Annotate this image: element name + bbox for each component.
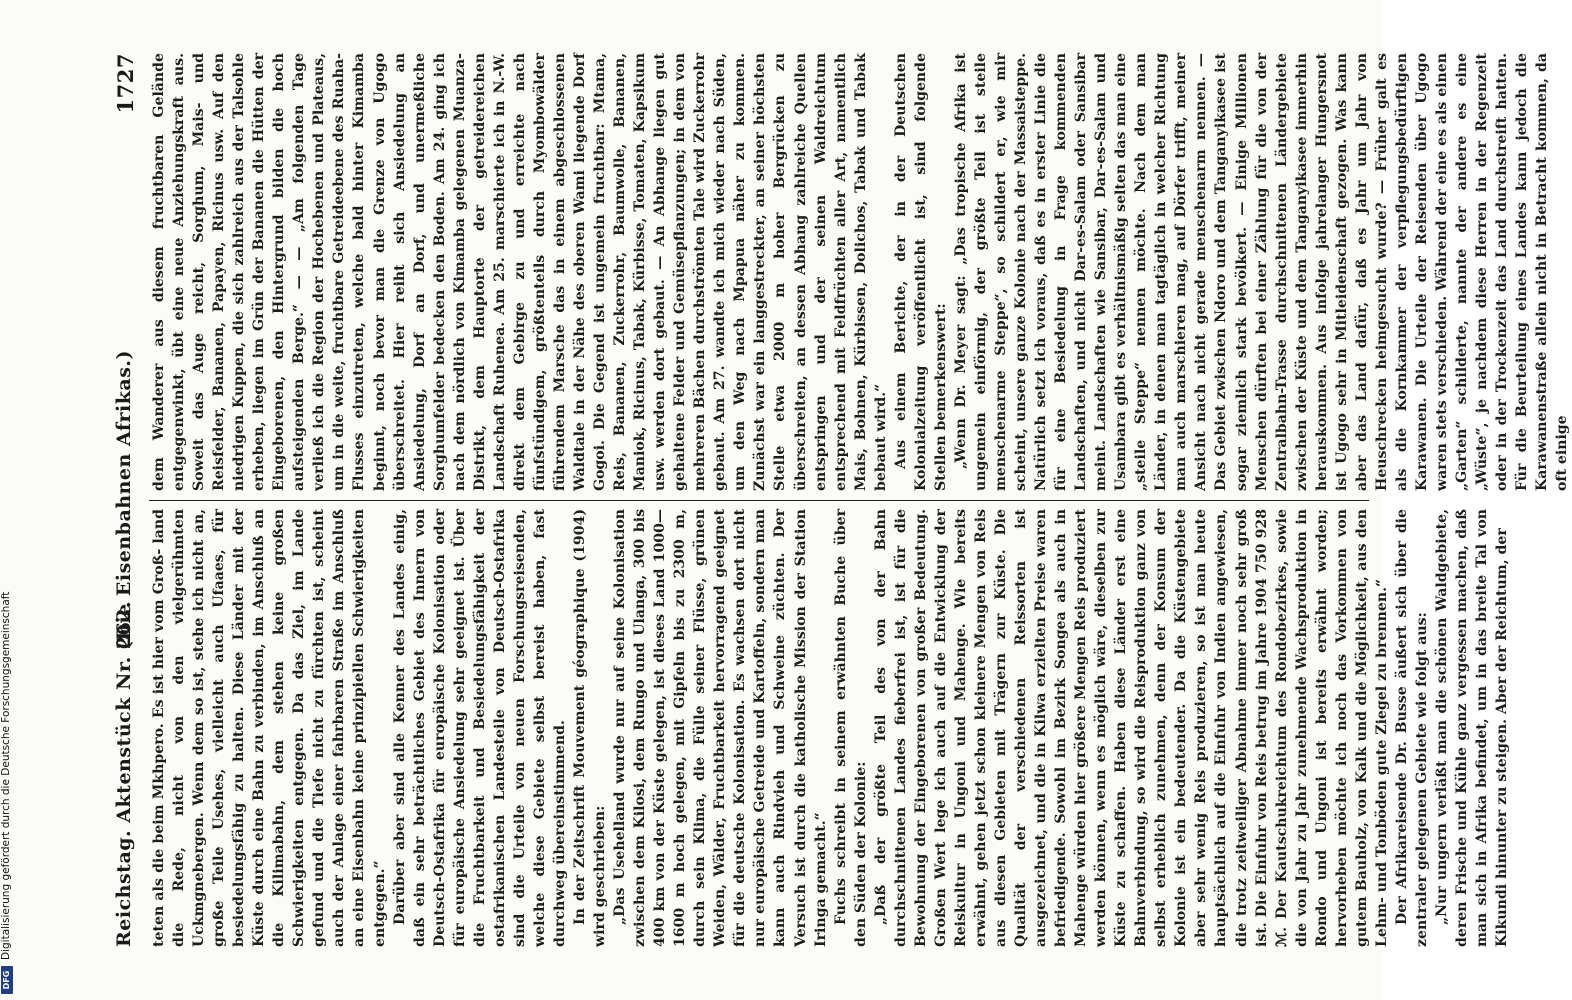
page-number: 1727 xyxy=(113,53,138,114)
paragraph: teten als die beim Mkhpero. Es ist hier vom Groß- land die Rede, nicht von den vielgerühmten Uckmgnebergen. Wenn dem so ist, stehe ich nicht an, große Teile Usehes, vielleicht auch Ufaaes, für besiedelungsfähig zu halten. Diese Länder mit der Küste durch eine Bahn zu verbinden, im Anschluß an die Kilimabahn, dem stehen keine großen Schwierigkeiten entgegen. Da das Ziel, im Lande gefund und die Tiefe nicht zu fürchten ist, scheint auch der Anlage einer fahrbaren Straße im Anschluß an eine Eisenbahn keine prinzipiellen Schwierigkeiten entgegen.“ xyxy=(151,509,388,947)
column-divider xyxy=(149,500,1369,501)
paragraph: In der Zeitschrift Mouvement géographique (1904) wird geschrieben: xyxy=(571,509,609,947)
paragraph: dem Wanderer aus diesem fruchtbaren Gelände entgegenwinkt, übt eine neue Anziehungskraft aus. Soweit das Auge reicht, Sorghum, Mais- und Reisfelder, Bananen, Papayen, Ricinus usw. Auf den niedrigen Kuppen, die sich zahlreich aus der Talsohle erheben, liegen im Grün der Bananen die Hütten der Eingeborenen, den Hintergrund bilden die hoch aufsteigenden Berge.“ — — „Am folgenden Tage verließ ich die Region der Hochebenen und Plateaus, um in die weite, fruchtbare Getreideebene des Ruaha-Flusses einzutreten, welche bald hinter Kimamba beginnt, noch bevor man die Grenze von Ugogo überschreitet. Hier reiht sich Ansiedelung an Ansiedelung, Dorf an Dorf, und unermeßliche Sorghumfelder bedecken den Boden. Am 24. ging ich nach dem nördlich von Kimamba gelegenen Muanza-Distrikt, dem Hauptorte der getreidereichen Landschaft Ruhenea. Am 25. marschierte ich in N.-W. direkt dem Gebirge zu und erreichte nach fünfstündigem, größtenteils durch Myombowälder führendem Marsche das in einem abgeschlossenen Waldtale in der Nähe des oberen Wami liegende Dorf Gogoi. Die Gegend ist ungemein fruchtbar: Mtama, Reis, Bananen, Zuckerrohr, Baumwolle, Bananen, Maniok, Ricinus, Tabak, Kürbisse, Tomaten, Kapsikum usw. werden dort gebaut. — An Abhange liegen gut gehaltene Felder und Gemüsepflanzungen; in dem von mehreren Bächen durchströmten Tale wird Zuckerrohr gebaut. Am 27. wandte ich mich wieder nach Süden, um den Weg nach Mpapua näher zu kommen. Zunächst war ein langgestreckter, an seiner höchsten Stelle etwa 2000 m hoher Bergrücken zu überschreiten, an dessen Abhang zahlreiche Quellen entspringen und der seinen Waldreichtum entsprechend mit Feldfrüchten aller Art, namentlich Mais, Bohnen, Kürbissen, Dolichos, Tabak und Tabak bebaut wird.“ xyxy=(151,53,889,491)
page-header xyxy=(113,53,143,947)
right-column xyxy=(149,52,1571,491)
paragraph: „Wenn Dr. Meyer sagt: „Das tropische Afrika ist ungemein einförmig, der größte Teil ist steile menschenarme Steppe“, so schildert er, wie mir scheint, unsere ganze Kolonie nach der Massaisteppe. Natürlich setzt ich voraus, daß es in erster Linie die für eine Besiedelung in Frage kommenden Landschaften, und nicht Dar-es-Salam oder Sansibar meint. Landschaften wie Sansibar, Dar-es-Salam und Usambara gibt es verhältnismäßig selten das man eine „steile Steppe“ nennen möchte. Nach dem man Länder, in denen man tagtäglich in welcher Richtung man auch marschieren mag, auf Dörfer trifft, meiner Ansicht nach nicht gerade menschenarm nennen. — Das Gebiet zwischen Ndoro und dem Tanganyikasee ist sogar ziemlich stark bevölkert. — Einige Millionen Menschen dürften bei einer Zählung für die von der Zentralbahn-Trasse durchschnittenen Ländergebiete zwischen der Küste und dem Tanganyikasee immerhin herauskommen. Aus infolge jahrelanger Hungersnot ist Ugogo sehr in Mitleidenschaft gezogen. Was kann aber das Land dafür, daß es Jahr um Jahr von Heuschrecken heimgesucht wurde? — Früher galt es als die Kornkammer der verpflegungsbedürftigen Karawanen. Die Urteile der Reisenden über Ugogo waren stets verschieden. Während der eine es als einen „Garten“ schilderte, nannte der andere es eine „Wüste“, je nachdem diese Herren in der Regenzeit oder in der Trockenzeit das Land durchstreift hatten. Für die Beurteilung eines Landes kann jedoch die Karawanenstraße allein nicht in Betracht kommen, da oft einige xyxy=(952,52,1571,491)
dfg-logo-text: DFG xyxy=(2,970,11,990)
rotated-page xyxy=(105,35,1571,965)
dfg-logo xyxy=(1,966,13,994)
header-center-title: (Die Eisenbahnen Afrikas.) xyxy=(113,350,135,651)
paragraph: „Daß der größte Teil des von der Bahn durchschnittenen Landes fieberfrei ist, ist für die Bewohnung der Eingeborenen von großer Bedeutung. Großen Wert lege ich auch auf die Entwicklung der Reiskultur in Ungoni und Mahenge. Wie bereits erwähnt, gehen jetzt schon kleinere Mengen von Reis aus diesen Gebieten mit Trägern zur Küste. Die Qualität der verschiedenen Reissorten ist ausgezeichnet, und die in Kilwa erzielten Preise waren befriedigende. Sowohl im Bezirk Songea als auch in Mahenge würden hier größere Mengen Reis produziert werden können, wenn es möglich wäre, dieselben zur Küste zu schaffen. Haben diese Länder erst eine Bahnverbindung, so wird die Reisproduktion ganz von selbst erheblich zunehmen, denn der Konsum der Kolonie ist ein bedeutender. Da die Küstengebiete aber sehr wenig Reis produzieren, so ist man heute hauptsächlich auf die Einfuhr von Indien angewiesen, die trotz zeitweiliger Abnahme immer noch sehr groß ist. Die Einfuhr von Reis betrug im Jahre 1904 750 928 ℳ. Der Kautschukreichtum des Rondobezirkes, sowie die von Jahr zu Jahr zunehmende Wachsproduktion in Rondo und Ungoni ist bereits erwähnt worden; hervorheben möchte ich noch das Vorkommen von gutem Bauholz, von Kalk und die Möglichkeit, aus den Lehm- und Tonböden gute Ziegel zu brennen.“ xyxy=(872,509,1390,947)
paragraph: Aus einem Berichte, der in der Deutschen Kolonialzeitung veröffentlicht ist, sind folgende Stellen bemerkenswert: xyxy=(892,53,949,491)
digitization-strip xyxy=(0,0,14,1000)
left-column xyxy=(149,509,1511,947)
paragraph: Fuchs schreibt in seinem erwähnten Buche über den Süden der Kolonie: xyxy=(832,509,869,947)
paragraph: Der Afrikareisende Dr. Busse äußert sich über die zentraler gelegenen Gebiete wie folgt aus: xyxy=(1393,509,1430,947)
paragraph: „Nur ungern verläßt man die schönen Waldgebiete, deren Frische und Kühle ganz vergessen machen, daß man sich in Afrika befindet, um in das breite Tal von Kikundi hinunter zu steigen. Aber der Reichtum, der xyxy=(1434,509,1511,947)
header-left-title: Reichstag. Aktenstück Nr. 262. xyxy=(113,600,135,947)
digitization-credit: Digitalisierung gefördert durch die Deutsche Forschungsgemeinschaft xyxy=(0,591,12,960)
paragraph: Darüber aber sind alle Kenner des Landes einig, daß ein sehr beträchtliches Gebiet des Innern von Deutsch-Ostafrika für europäische Kolonisation oder für europäische Ansiedelung sehr geeignet ist. Über die Fruchtbarkeit und Besiedelungsfähigkeit der ostafrikanischen Landesteile von Deutsch-Ostafrika sind die Urteile von neuen Forschungsreisenden, welche diese Gebiete selbst bereist haben, fast durchweg übereinstimmend. xyxy=(391,509,568,947)
paragraph: „Das Usehelland wurde nur auf seine Kolonisation zwischen dem Kilosi, dem Rungo und Ulanga, 300 bis 400 km von der Küste gelegen, ist dieses Land 1000—1600 m hoch gelegen, mit Gipfeln bis zu 2300 m, durch sein Klima, die Fülle seiner Flüsse, grünen Weiden, Wälder, Fruchtbarkeit hervorragend geeignet für die deutsche Kolonisation. Es wachsen dort nicht nur europäische Getreide und Kartoffeln, sondern man kann auch Rindvieh und Schweine züchten. Der Versuch ist durch die katholische Mission der Station Iringa gemacht.“ xyxy=(612,509,829,947)
